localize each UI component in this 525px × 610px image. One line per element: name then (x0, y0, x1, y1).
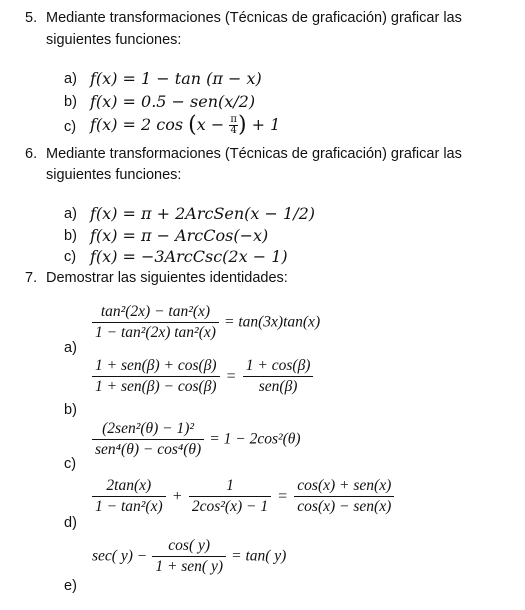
fraction (92, 357, 220, 396)
fraction (243, 357, 314, 396)
equation: f(x) = 1 − tan (π − x) (90, 69, 262, 88)
item-label: a) (64, 206, 77, 222)
problem-number: 5. (25, 10, 38, 26)
fraction-numerator: cos(x) + sen(x) (294, 477, 394, 497)
fraction-denominator: 1 − tan²(x) (95, 498, 163, 515)
equation (90, 112, 280, 139)
fraction-numerator: 1 (189, 477, 271, 497)
equation: f(x) = −3ArcCsc(2x − 1) (90, 247, 288, 266)
fraction-denominator: 4 (230, 125, 237, 136)
fraction-numerator: 1 + cos(β) (243, 357, 314, 377)
item-label: e) (64, 578, 77, 594)
problem-number: 7. (25, 270, 38, 286)
identity (92, 420, 301, 459)
fraction-denominator: cos(x) − sen(x) (297, 498, 392, 515)
equation: f(x) = π − ArcCos(−x) (90, 226, 269, 245)
problem-text: Demostrar las siguientes identidades: (46, 270, 288, 286)
item-label: b) (64, 402, 77, 418)
fraction-numerator: 1 + sen(β) + cos(β) (92, 357, 220, 377)
fraction (92, 303, 219, 342)
fraction-numerator: 2tan(x) (92, 477, 166, 497)
pi-fraction (229, 115, 238, 136)
fraction (294, 477, 394, 516)
equals-sign: = (226, 367, 236, 385)
paren-open: ( (188, 112, 197, 138)
item-label: c) (64, 249, 77, 265)
identity-rhs: = 1 − 2cos²(θ) (209, 430, 301, 448)
equals-sign: = (278, 487, 288, 505)
fraction-denominator: 2cos²(x) − 1 (191, 498, 269, 515)
fraction-denominator: sen(β) (258, 378, 298, 395)
item-label: a) (64, 71, 77, 87)
equation: f(x) = π + 2ArcSen(x − 1/2) (90, 204, 316, 223)
fraction-numerator: cos( y) (152, 537, 226, 557)
fraction-numerator: (2sen²(θ) − 1)² (92, 420, 204, 440)
item-label: b) (64, 228, 77, 244)
problem-text: siguientes funciones: (46, 32, 182, 48)
fraction (92, 420, 204, 459)
equation-part: + 1 (251, 115, 281, 134)
problem-text: Mediante transformaciones (Técnicas de graficación) graficar las (46, 146, 462, 162)
plus-sign: + (172, 487, 182, 505)
identity-lhs: sec( y) − (92, 547, 148, 565)
fraction-denominator: 1 − tan²(2x) tan²(x) (95, 324, 216, 341)
fraction (92, 477, 166, 516)
fraction (189, 477, 271, 516)
equation-part: x − (196, 115, 225, 134)
problem-number: 6. (25, 146, 38, 162)
identity (92, 537, 286, 576)
item-label: c) (64, 119, 77, 135)
fraction-denominator: 1 + sen(β) − cos(β) (95, 378, 217, 395)
fraction-numerator: π (230, 114, 237, 125)
item-label: c) (64, 456, 77, 472)
fraction-denominator: 1 + sen( y) (155, 558, 224, 575)
identity-rhs: = tan(3x)tan(x) (224, 313, 321, 331)
fraction-denominator: sen⁴(θ) − cos⁴(θ) (95, 441, 202, 458)
item-label: a) (64, 340, 77, 356)
identity (92, 303, 320, 342)
fraction (152, 537, 226, 576)
identity-rhs: = tan( y) (231, 547, 287, 565)
paren-close: ) (237, 112, 247, 138)
item-label: d) (64, 515, 77, 531)
problem-text: Mediante transformaciones (Técnicas de graficación) graficar las (46, 10, 462, 26)
equation: f(x) = 0.5 − sen(x/2) (90, 92, 256, 111)
identity (92, 477, 394, 516)
problem-text: siguientes funciones: (46, 167, 182, 183)
equation-part: f(x) = 2 cos (90, 115, 184, 134)
identity (92, 357, 313, 396)
fraction-numerator: tan²(2x) − tan²(x) (92, 303, 219, 323)
item-label: b) (64, 94, 77, 110)
